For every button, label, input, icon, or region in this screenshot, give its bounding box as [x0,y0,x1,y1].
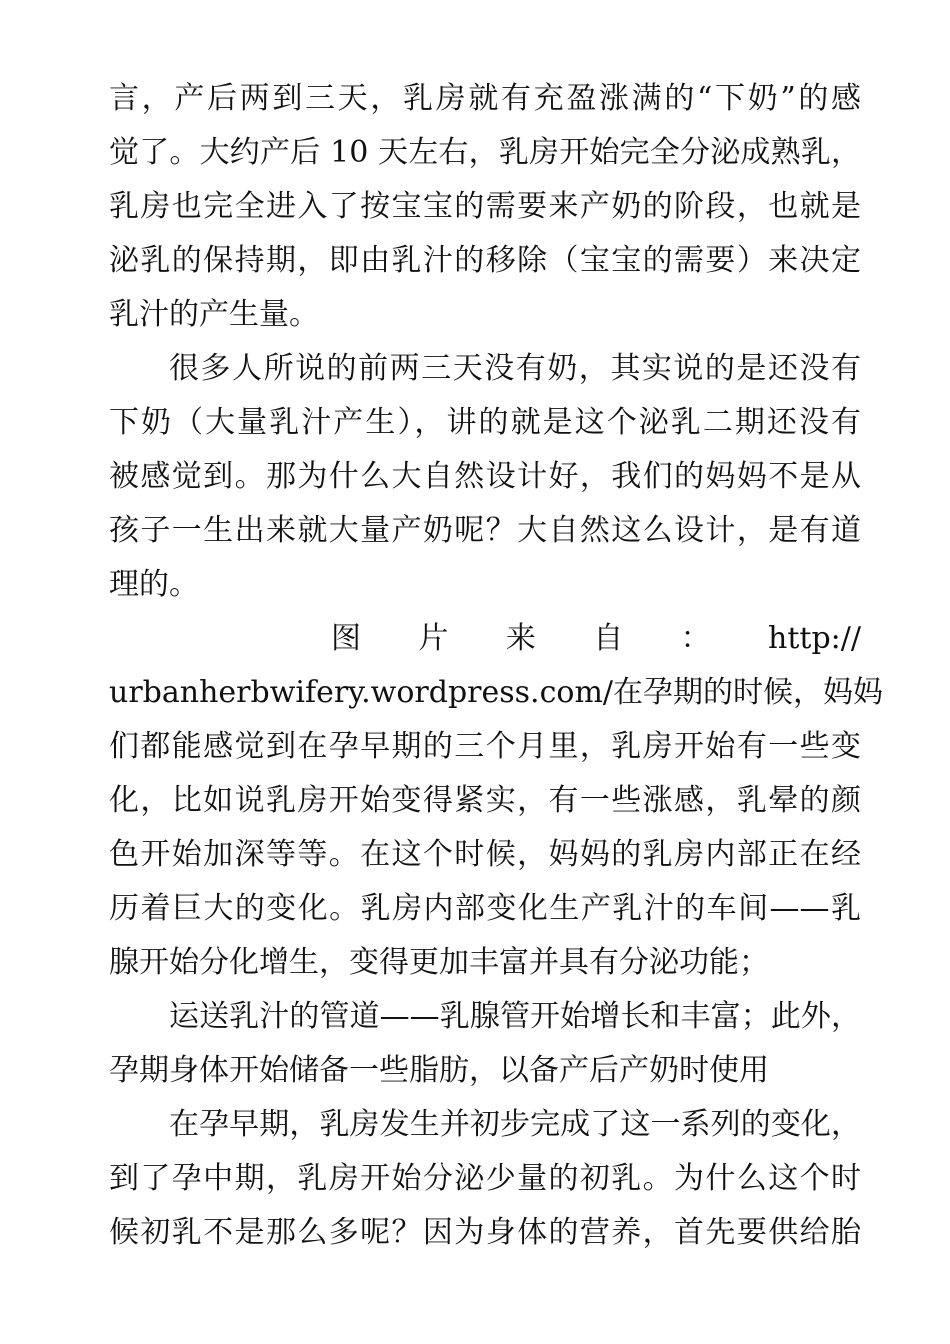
text-line: 候初乳不是那么多呢？因为身体的营养，首先要供给胎 [109,1215,861,1250]
text-line: 乳汁的产生量。 [109,297,319,332]
text-line: 腺开始分化增生，变得更加丰富并具有分泌功能； [109,945,769,980]
text-line: 色开始加深等等。在这个时候，妈妈的乳房内部正在经 [109,837,861,872]
text-line: 很多人所说的前两三天没有奶，其实说的是还没有 [169,351,861,386]
image-credit-line: 图 片 来 自 ： http:// [331,621,861,656]
text-line: 运送乳汁的管道——乳腺管开始增长和丰富；此外， [169,999,861,1034]
text-line: 到了孕中期，乳房开始分泌少量的初乳。为什么这个时 [109,1161,861,1196]
text-line: 历着巨大的变化。乳房内部变化生产乳汁的车间——乳 [109,891,861,926]
text-line: 泌乳的保持期，即由乳汁的移除（宝宝的需要）来决定 [109,243,861,278]
text-line: 理的。 [109,567,199,602]
text-line: 乳房也完全进入了按宝宝的需要来产奶的阶段，也就是 [109,189,861,224]
text-line: 孕期身体开始储备一些脂肪，以备产后产奶时使用 [109,1053,769,1088]
text-line: 们都能感觉到在孕早期的三个月里，乳房开始有一些变 [109,729,861,764]
text-line: 觉了。大约产后 10 天左右，乳房开始完全分泌成熟乳， [109,135,861,170]
text-line: 孩子一生出来就大量产奶呢？大自然这么设计，是有道 [109,513,861,548]
text-line: urbanherbwifery.wordpress.com/在孕期的时候，妈妈 [109,675,883,710]
body-text [109,72,883,1260]
text-line: 被感觉到。那为什么大自然设计好，我们的妈妈不是从 [109,459,861,494]
text-line: 在孕早期，乳房发生并初步完成了这一系列的变化， [169,1107,861,1142]
text-line: 化，比如说乳房开始变得紧实，有一些涨感，乳晕的颜 [109,783,861,818]
text-line: 言，产后两到三天，乳房就有充盈涨满的“下奶”的感 [109,81,861,116]
text-line: 下奶（大量乳汁产生），讲的就是这个泌乳二期还没有 [109,405,861,440]
